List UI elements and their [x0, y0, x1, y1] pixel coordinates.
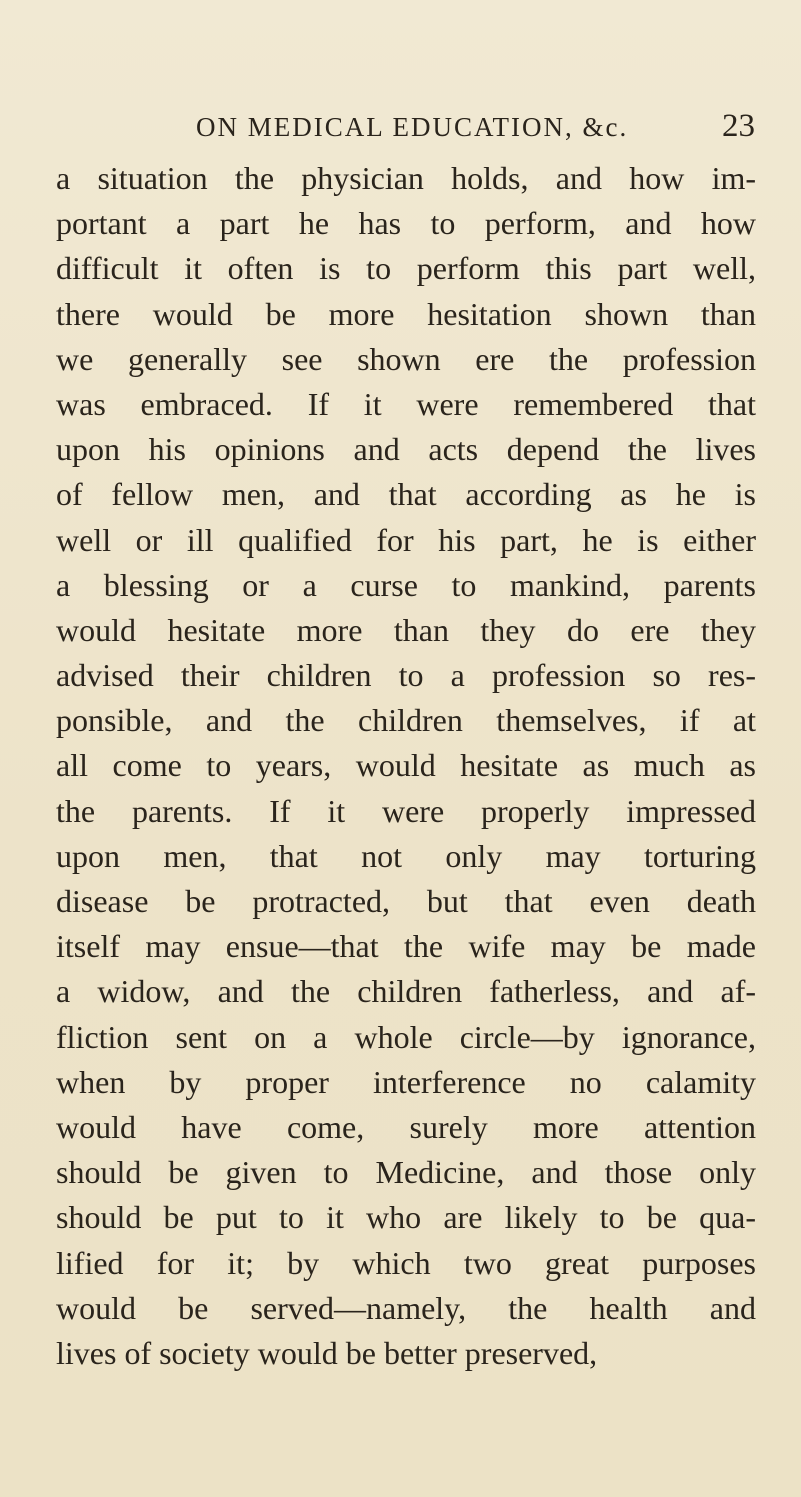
text-line: a widow, and the children fatherless, and af- — [56, 973, 756, 1010]
text-line: advised their children to a profession so res- — [56, 657, 756, 694]
text-line: upon men, that not only may torturing — [56, 837, 756, 874]
text-line: lified for it; by which two great purposes — [56, 1244, 756, 1281]
text-line: lives of society would be better preserved, — [56, 1334, 598, 1371]
text-line: would be served—namely, the health and — [56, 1289, 756, 1326]
text-line: ponsible, and the children themselves, if at — [56, 702, 756, 739]
text-line: there would be more hesitation shown than — [56, 295, 756, 332]
text-line: a blessing or a curse to mankind, parents — [56, 566, 756, 603]
text-line: of fellow men, and that according as he is — [56, 476, 756, 513]
text-line: upon his opinions and acts depend the lives — [56, 431, 756, 468]
page-header — [0, 108, 801, 152]
text-line: was embraced. If it were remembered that — [56, 385, 756, 422]
text-line: should be given to Medicine, and those only — [56, 1154, 756, 1191]
text-line: a situation the physician holds, and how im- — [56, 160, 756, 196]
text-line: should be put to it who are likely to be qua- — [56, 1199, 756, 1236]
running-head: ON MEDICAL EDUCATION, &c. — [196, 112, 629, 142]
text-line: the parents. If it were properly impressed — [56, 792, 756, 829]
text-line: when by proper interference no calamity — [56, 1063, 756, 1100]
text-line: difficult it often is to perform this part well, — [56, 250, 756, 287]
body-text — [56, 156, 756, 1376]
text-line: well or ill qualified for his part, he is either — [56, 521, 756, 558]
text-line: we generally see shown ere the profession — [56, 340, 756, 377]
text-line: portant a part he has to perform, and how — [56, 205, 756, 242]
page-number: 23 — [722, 108, 755, 144]
text-line: disease be protracted, but that even death — [56, 883, 756, 919]
text-line: would hesitate more than they do ere they — [56, 611, 756, 648]
text-line: would have come, surely more attention — [56, 1108, 756, 1145]
text-line: all come to years, would hesitate as much as — [56, 747, 756, 784]
text-line: itself may ensue—that the wife may be made — [56, 928, 756, 965]
text-line: fliction sent on a whole circle—by ignorance, — [56, 1018, 756, 1055]
